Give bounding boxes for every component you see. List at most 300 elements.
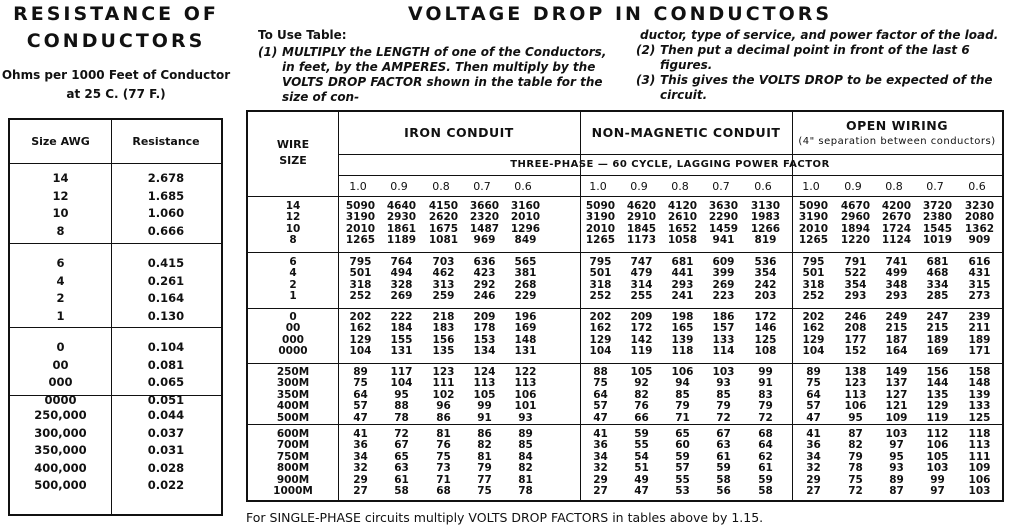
voltage-drop-factor: 131 [514,345,537,358]
voltage-drop-factor: 5090 [345,200,376,212]
voltage-drop-factor: 209 [630,311,653,323]
voltage-drop-factor: 399 [712,267,735,280]
wire-size: 800M [276,462,310,475]
voltage-drop-factor: 1265 [345,234,376,247]
voltage-drop-factor: 127 [885,388,908,401]
voltage-drop-factor: 64 [593,388,608,401]
power-factor-label: 0.9 [630,180,648,193]
voltage-drop-factor: 109 [968,462,991,475]
voltage-drop-factor: 97 [889,439,904,452]
voltage-drop-factor: 494 [390,267,413,280]
voltage-drop-factor: 72 [394,428,409,440]
voltage-drop-factor: 2930 [386,211,417,224]
left-title-line-1: RESISTANCE OF [13,3,219,25]
voltage-drop-factor: 72 [848,485,863,497]
voltage-drop-factor: 269 [390,290,413,303]
voltage-drop-factor: 1724 [881,222,912,235]
voltage-drop-factor: 153 [473,333,496,346]
voltage-drop-factor: 155 [390,333,413,346]
res-size: 8 [56,223,65,238]
voltage-drop-factor: 96 [436,400,451,413]
voltage-drop-factor: 565 [514,256,537,268]
open-wiring-note: (4" separation between conductors) [798,136,996,147]
voltage-drop-factor: 1675 [428,222,459,235]
voltage-drop-factor: 47 [806,411,821,424]
voltage-drop-factor: 66 [634,411,649,424]
voltage-drop-factor: 144 [926,377,949,390]
voltage-drop-factor: 58 [758,485,773,497]
voltage-drop-factor: 106 [671,366,694,378]
voltage-drop-factor: 57 [675,462,690,475]
voltage-drop-factor: 82 [477,439,492,452]
group-header-iron-conduit: IRON CONDUIT [404,125,514,140]
wire-size: 14 [285,200,301,212]
voltage-drop-factor: 32 [806,462,821,475]
voltage-drop-factor: 91 [477,411,492,424]
power-factor-label: 0.6 [514,180,532,193]
res-size: 500,000 [34,478,87,492]
voltage-drop-factor: 105 [926,450,949,463]
voltage-drop-factor: 293 [885,290,908,303]
voltage-drop-factor: 133 [712,333,735,346]
voltage-drop-factor: 34 [593,450,608,463]
voltage-drop-factor: 1058 [667,234,698,247]
voltage-drop-factor: 4670 [840,200,871,212]
voltage-drop-factor: 242 [754,278,777,291]
voltage-drop-factor: 318 [802,278,825,291]
voltage-drop-factor: 184 [390,322,413,335]
res-value: 0.044 [147,408,185,422]
voltage-drop-factor: 47 [634,485,649,497]
voltage-drop-factor: 36 [593,439,608,452]
voltage-drop-factor: 764 [390,256,413,268]
wire-size: 0000 [278,345,308,358]
voltage-drop-factor: 909 [968,234,991,247]
voltage-drop-factor: 36 [806,439,821,452]
voltage-drop-factor: 223 [712,290,735,303]
wire-size: 400M [276,400,310,413]
voltage-drop-factor: 129 [802,333,825,346]
voltage-drop-factor: 131 [390,345,413,358]
voltage-drop-factor: 75 [806,377,821,390]
voltage-drop-factor: 1124 [881,234,912,247]
voltage-drop-factor: 215 [885,322,908,335]
voltage-drop-factor: 121 [885,400,908,413]
res-value: 0.130 [147,308,185,323]
voltage-drop-factor: 63 [394,462,409,475]
voltage-drop-factor: 108 [754,345,777,358]
voltage-drop-factor: 1266 [750,222,781,235]
voltage-drop-factor: 34 [353,450,368,463]
voltage-drop-factor: 119 [630,345,653,358]
voltage-drop-factor: 82 [518,462,533,475]
voltage-drop-factor: 55 [675,473,690,486]
voltage-drop-factor: 133 [968,400,991,413]
voltage-drop-factor: 94 [675,377,690,390]
power-factor-label: 0.7 [712,180,730,193]
voltage-drop-factor: 61 [716,450,731,463]
voltage-drop-factor: 93 [716,377,731,390]
voltage-drop-factor: 479 [630,267,653,280]
voltage-drop-factor: 58 [716,473,731,486]
voltage-drop-factor: 123 [844,377,867,390]
res-size: 14 [52,171,69,185]
voltage-drop-factor: 78 [518,485,533,497]
voltage-drop-factor: 57 [593,400,608,413]
voltage-drop-factor: 202 [802,311,825,323]
voltage-drop-factor: 106 [514,388,537,401]
voltage-drop-factor: 104 [589,345,612,358]
voltage-drop-factor: 1652 [667,222,698,235]
voltage-drop-factor: 162 [589,322,612,335]
res-size: 000 [48,375,73,389]
voltage-drop-factor: 67 [394,439,409,452]
voltage-drop-factor: 1545 [922,222,953,235]
voltage-drop-factor: 172 [630,322,653,335]
wire-size: 2 [289,278,297,291]
voltage-drop-factor: 75 [477,485,492,497]
voltage-drop-factor: 62 [758,450,773,463]
voltage-drop-factor: 106 [844,400,867,413]
voltage-drop-factor: 171 [968,345,991,358]
voltage-drop-factor: 104 [349,345,372,358]
voltage-drop-factor: 3190 [585,211,616,224]
voltage-drop-factor: 135 [926,388,949,401]
voltage-drop-factor: 72 [758,411,773,424]
voltage-drop-factor: 91 [758,377,773,390]
voltage-drop-factor: 5090 [798,200,829,212]
left-subtitle-line-1: Ohms per 1000 Feet of Conductor [1,68,231,82]
voltage-drop-factor: 1459 [708,222,739,235]
wire-size: 750M [276,450,310,463]
step-2-text: Then put a decimal point in front of the last 6 figures. [660,43,970,72]
wire-size: 8 [289,234,297,247]
res-value: 0.415 [147,256,185,270]
voltage-drop-factor: 501 [349,267,372,280]
voltage-drop-factor: 1487 [469,222,500,235]
wire-size: 0 [289,311,297,323]
voltage-drop-factor: 681 [671,256,694,268]
wire-size: 1 [289,290,297,303]
instruction-column-2 [636,28,1005,103]
voltage-drop-factor: 172 [754,311,777,323]
voltage-drop-factor: 113 [844,388,867,401]
voltage-drop-factor: 165 [671,322,694,335]
voltage-drop-factor: 27 [593,485,608,497]
voltage-drop-factor: 1265 [585,234,616,247]
voltage-drop-factor: 129 [349,333,372,346]
res-value: 0.022 [147,478,185,492]
voltage-drop-factor: 76 [634,400,649,413]
voltage-drop-factor: 29 [806,473,821,486]
voltage-drop-factor: 89 [806,366,821,378]
voltage-drop-factor: 189 [968,333,991,346]
voltage-drop-factor: 3130 [750,200,781,212]
voltage-drop-factor: 65 [675,428,690,440]
res-size: 350,000 [34,443,87,457]
voltage-drop-factor: 4200 [881,200,912,212]
voltage-drop-factor: 2670 [881,211,912,224]
voltage-drop-factor: 189 [926,333,949,346]
voltage-drop-factor: 468 [926,267,949,280]
wire-size: 12 [285,211,301,224]
voltage-drop-factor: 156 [926,366,949,378]
voltage-drop-factor: 129 [589,333,612,346]
voltage-drop-factor: 119 [926,411,949,424]
voltage-drop-factor: 1983 [750,211,781,224]
voltage-drop-factor: 109 [885,411,908,424]
voltage-drop-factor: 49 [634,473,649,486]
voltage-drop-factor: 51 [634,462,649,475]
voltage-drop-factor: 1189 [386,234,417,247]
voltage-drop-factor: 2010 [798,222,829,235]
voltage-drop-factor: 139 [968,388,991,401]
voltage-drop-factor: 501 [802,267,825,280]
voltage-drop-factor: 85 [518,439,533,452]
voltage-drop-factor: 348 [885,278,908,291]
voltage-drop-factor: 95 [889,450,904,463]
voltage-drop-factor: 60 [675,439,690,452]
res-value: 0.164 [147,291,185,305]
voltage-drop-factor: 334 [926,278,949,291]
voltage-drop-factor: 55 [634,439,649,452]
voltage-drop-factor: 64 [758,439,773,452]
voltage-drop-factor: 79 [477,462,492,475]
voltage-drop-factor: 118 [968,428,991,440]
voltage-drop-factor: 118 [671,345,694,358]
voltage-drop-factor: 241 [671,290,694,303]
voltage-drop-factor: 795 [802,256,825,268]
voltage-drop-factor: 54 [634,450,649,463]
voltage-drop-factor: 246 [473,290,496,303]
power-factor-label: 0.8 [885,180,903,193]
voltage-drop-factor: 79 [716,400,731,413]
voltage-drop-factor: 2010 [345,222,376,235]
voltage-drop-factor: 57 [806,400,821,413]
voltage-drop-factor: 61 [758,462,773,475]
voltage-drop-factor: 381 [514,267,537,280]
voltage-drop-factor: 795 [589,256,612,268]
voltage-drop-factor: 75 [353,377,368,390]
voltage-drop-factor: 139 [671,333,694,346]
voltage-drop-factor: 293 [844,290,867,303]
voltage-drop-factor: 99 [758,366,773,378]
voltage-drop-factor: 3630 [708,200,739,212]
voltage-drop-factor: 34 [806,450,821,463]
power-factor-label: 0.9 [390,180,408,193]
voltage-drop-factor: 125 [968,411,991,424]
voltage-drop-factor: 32 [593,462,608,475]
voltage-drop-factor: 4640 [386,200,417,212]
voltage-drop-factor: 616 [968,256,991,268]
voltage-drop-factor: 441 [671,267,694,280]
power-factor-label: 0.7 [926,180,944,193]
resistance-table [8,118,223,516]
voltage-drop-factor: 88 [593,366,608,378]
res-size: 0000 [44,392,77,407]
voltage-drop-factor: 1081 [428,234,459,247]
voltage-drop-factor: 314 [630,278,653,291]
res-value: 0.261 [147,273,185,288]
voltage-drop-factor: 536 [754,256,777,268]
wire-size-label-1: WIRE [276,138,310,151]
voltage-drop-factor: 113 [473,377,496,390]
res-value: 0.051 [147,392,185,407]
voltage-drop-factor: 103 [926,462,949,475]
voltage-drop-factor: 169 [514,322,537,335]
voltage-drop-factor: 293 [671,278,694,291]
res-value: 0.037 [147,425,185,440]
voltage-drop-factor: 2290 [708,211,739,224]
instructions-heading: To Use Table: [258,28,347,42]
voltage-drop-factor: 148 [514,333,537,346]
voltage-drop-factor: 273 [968,290,991,303]
wire-size: 4 [289,267,297,280]
voltage-drop-factor: 87 [848,428,863,440]
voltage-drop-factor: 79 [758,400,773,413]
voltage-drop-factor: 969 [473,234,496,247]
voltage-drop-factor: 85 [716,388,731,401]
voltage-drop-factor: 2910 [626,211,657,224]
voltage-drop-factor: 157 [712,322,735,335]
res-value: 2.678 [147,171,185,185]
voltage-drop-factor: 27 [806,485,821,497]
voltage-drop-factor: 164 [885,345,908,358]
voltage-drop-factor: 1265 [798,234,829,247]
voltage-drop-factor: 97 [930,485,945,497]
voltage-drop-factor: 3660 [469,200,500,212]
res-size: 1 [56,308,65,323]
voltage-drop-factor: 285 [926,290,949,303]
voltage-drop-factor: 2010 [510,211,541,224]
voltage-drop-factor: 3160 [510,200,541,212]
wire-size: 700M [276,439,310,452]
voltage-drop-factor: 68 [758,428,773,440]
wire-size: 250M [276,366,310,378]
voltage-drop-factor: 431 [968,267,991,280]
voltage-drop-factor: 292 [473,278,496,291]
power-factor-header: THREE-PHASE — 60 CYCLE, LAGGING POWER FACTOR [510,159,830,170]
voltage-drop-factor: 156 [432,333,455,346]
voltage-drop-factor: 81 [477,450,492,463]
voltage-drop-factor: 67 [716,428,731,440]
voltage-drop-factor: 146 [754,322,777,335]
voltage-drop-factor: 75 [436,450,451,463]
voltage-drop-factor: 79 [675,400,690,413]
power-factor-label: 1.0 [589,180,607,193]
voltage-drop-factor: 268 [514,278,537,291]
voltage-drop-factor: 2320 [469,211,500,224]
voltage-drop-factor: 105 [473,388,496,401]
voltage-drop-factor: 158 [968,366,991,378]
left-title-line-2: CONDUCTORS [26,30,206,52]
step-1-number: (1) [258,45,278,59]
res-value: 0.081 [147,357,185,372]
voltage-drop-factor: 462 [432,267,455,280]
voltage-drop-factor: 135 [432,345,455,358]
voltage-drop-factor: 123 [432,366,455,378]
voltage-drop-factor: 122 [514,366,537,378]
voltage-drop-factor: 104 [802,345,825,358]
wire-size: 000 [282,333,304,346]
voltage-drop-factor: 522 [844,267,867,280]
voltage-drop-factor: 73 [436,462,451,475]
voltage-drop-factor: 134 [473,345,496,358]
voltage-drop-factor: 795 [349,256,372,268]
voltage-drop-factor: 81 [518,473,533,486]
voltage-drop-factor: 83 [758,388,773,401]
res-value: 1.060 [147,206,185,220]
step-3-number: (3) [636,73,656,87]
voltage-drop-table [246,110,1004,502]
voltage-drop-factor: 249 [885,311,908,323]
voltage-drop-factor: 102 [432,388,455,401]
voltage-drop-factor: 183 [432,322,455,335]
voltage-drop-factor: 93 [889,462,904,475]
wire-size: 350M [276,388,310,401]
voltage-drop-factor: 229 [514,290,537,303]
voltage-drop-factor: 106 [926,439,949,452]
voltage-drop-factor: 29 [593,473,608,486]
voltage-drop-factor: 318 [349,278,372,291]
power-factor-label: 0.8 [671,180,689,193]
power-factor-label: 0.8 [432,180,450,193]
voltage-drop-factor: 819 [754,234,777,247]
power-factor-label: 0.9 [844,180,862,193]
voltage-drop-factor: 1362 [964,222,995,235]
power-factor-label: 0.6 [968,180,986,193]
voltage-drop-factor: 1296 [510,222,541,235]
voltage-drop-factor: 71 [675,411,690,424]
res-size: 400,000 [34,460,87,475]
voltage-drop-factor: 269 [712,278,735,291]
res-size: 2 [56,291,65,305]
voltage-drop-factor: 105 [630,366,653,378]
voltage-drop-factor: 152 [844,345,867,358]
voltage-drop-factor: 3230 [964,200,995,212]
voltage-drop-factor: 252 [349,290,372,303]
voltage-drop-factor: 88 [394,400,409,413]
voltage-drop-factor: 208 [844,322,867,335]
voltage-drop-factor: 112 [926,428,949,440]
voltage-drop-factor: 57 [353,400,368,413]
voltage-drop-factor: 71 [436,473,451,486]
voltage-drop-factor: 1894 [840,222,871,235]
voltage-drop-factor: 58 [394,485,409,497]
voltage-drop-factor: 103 [885,428,908,440]
wire-size-label-2: SIZE [279,154,307,167]
voltage-drop-factor: 211 [968,322,991,335]
voltage-drop-factor: 101 [514,400,537,413]
voltage-drop-factor: 499 [885,267,908,280]
voltage-drop-factor: 95 [394,388,409,401]
voltage-drop-factor: 218 [432,311,455,323]
voltage-drop-factor: 56 [716,485,731,497]
voltage-drop-factor: 137 [885,377,908,390]
res-value: 0.104 [147,340,185,354]
voltage-drop-factor: 92 [634,377,649,390]
voltage-drop-factor: 86 [477,428,492,440]
voltage-drop-factor: 741 [885,256,908,268]
group-header-non-magnetic: NON-MAGNETIC CONDUIT [591,125,781,140]
voltage-drop-factor: 246 [844,311,867,323]
voltage-drop-factor: 32 [353,462,368,475]
voltage-drop-factor: 79 [848,450,863,463]
voltage-drop-factor: 93 [518,411,533,424]
voltage-drop-factor: 68 [436,485,451,497]
voltage-drop-factor: 1861 [386,222,417,235]
voltage-drop-factor: 354 [754,267,777,280]
